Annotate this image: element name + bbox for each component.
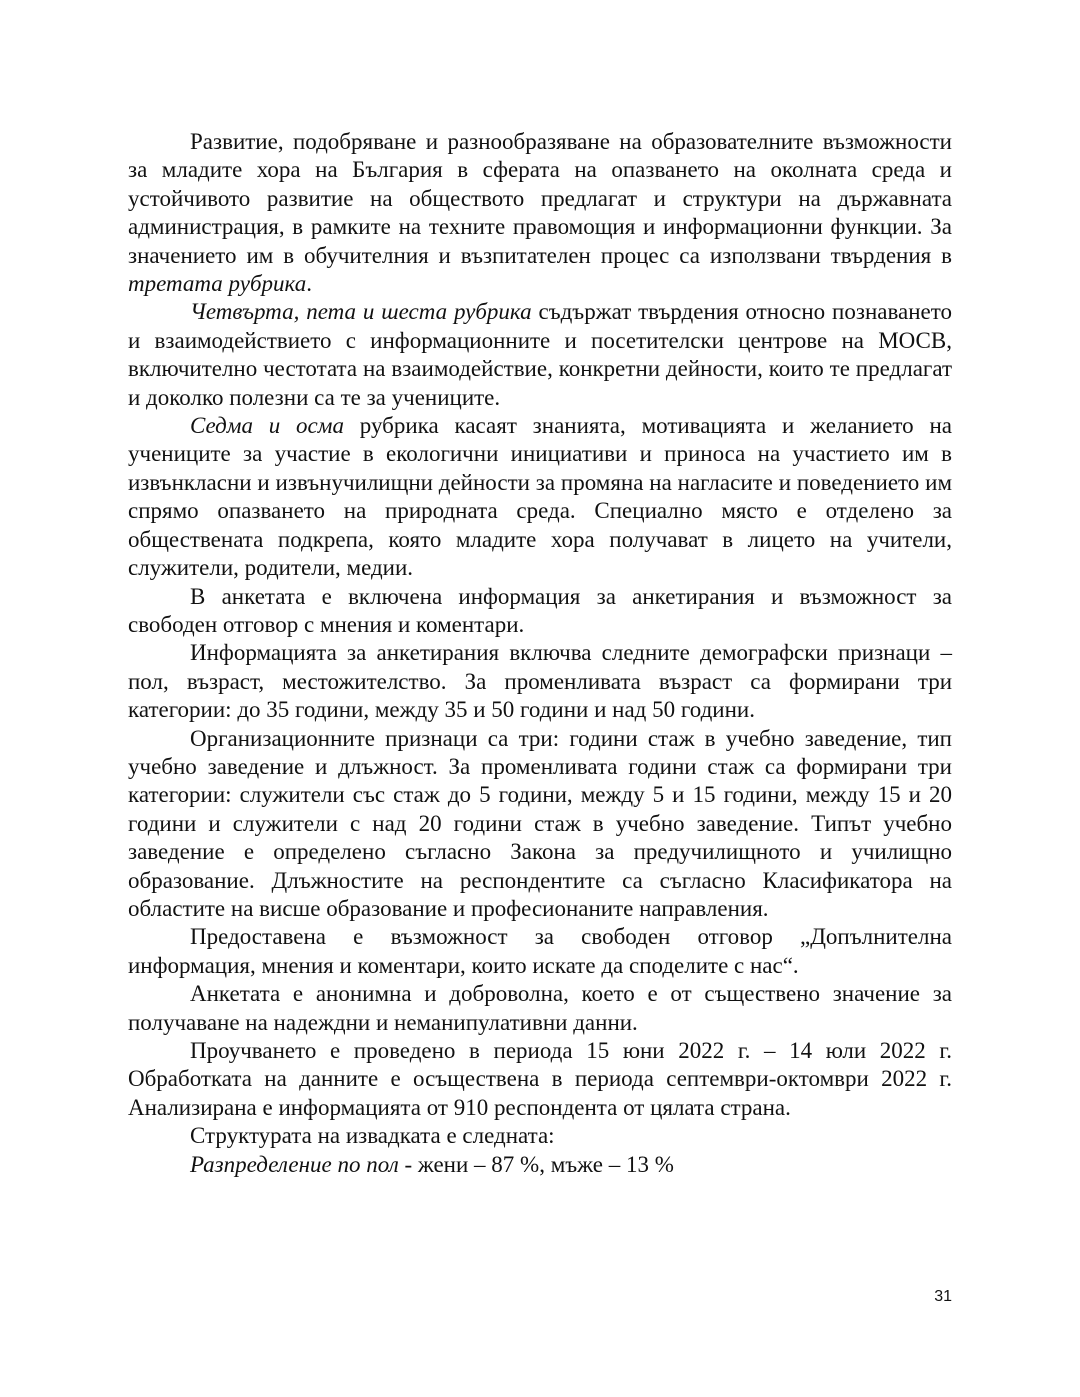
emphasis-text: Четвърта, пета и шеста рубрика: [190, 299, 532, 325]
paragraph-anonymity: Анкетата е анонимна и доброволна, което е от съществено значение за получаване на надеждни и неманипулативни данни.: [128, 981, 952, 1035]
paragraph-respondent-info: В анкетата е включена информация за анкетирания и възможност за свободен отговор с мнения и коментари.: [128, 583, 952, 637]
paragraph-text: Развитие, подобряване и разнообразяване на образователните възможности за младите хора на България в сферата на опазването на околната среда и устойчивото развитие на обществото предлагат и структури на държавната администрация, в рамките на техните правомощия и информационни функции. За значението им в обучителния и възпитателен процес са използвани твърдения в: [128, 129, 952, 268]
paragraph-end: .: [306, 271, 312, 297]
paragraph-rubrics-4-6: [128, 298, 952, 412]
paragraph-sample-structure: Структурата на извадката е следната:: [190, 1123, 555, 1149]
paragraph-text: - жени – 87 %, мъже – 13 %: [398, 1151, 674, 1177]
emphasis-text: Разпределение по пол: [190, 1151, 399, 1177]
paragraph-free-answer: Предоставена е възможност за свободен отговор „Допълнителна информация, мнения и коментари, които искате да споделите с нас“.: [128, 924, 952, 978]
paragraph-survey-period: Проучването е проведено в периода 15 юни 2022 г. – 14 юли 2022 г. Обработката на данните е осъществена в периода септември-октомври 2022 г. Анализирана е информацията от 910 респондента от цялата страна.: [128, 1038, 952, 1120]
page-number: 31: [934, 1288, 952, 1305]
paragraph-education-structures: [128, 128, 952, 298]
document-body: [128, 128, 952, 1179]
paragraph-organizational: Организационните признаци са три: години стаж в учебно заведение, тип учебно заведение и длъжност. За променливата години стаж са формирани три категории: служители със стаж до 5 години, между 5 и 15 години, между 15 и 20 години и служители с над 20 години стаж в учебно заведение. Типът учебно заведение е определено съгласно Закона за предучилищното и училищно образование. Длъжностите на респондентите са съгласно Класификатора на областите на висше образование и професионаните направления.: [128, 725, 952, 921]
paragraph-rubrics-7-8: [128, 412, 952, 582]
paragraph-gender-distribution: [128, 1151, 952, 1179]
emphasis-text: третата рубрика: [128, 271, 307, 297]
emphasis-text: Седма и осма: [190, 413, 344, 439]
paragraph-text: съдържат твърдения относно познаването и взаимодействието с информационните и посетителски центрове на МОСВ, включително честотата на взаимодействие, конкретни дейности, които те предлагат и доколко полезни са те за учениците.: [128, 299, 952, 410]
paragraph-text: рубрика касаят знанията, мотивацията и желанието на учениците за участие в екологични инициативи и приноса на участието им в извънкласни и извънучилищни дейности за промяна на нагласите и поведението им спрямо опазването на природната среда. Специално място е отделено за обществената подкрепа, която младите хора получават в лицето на учители, служители, родители, медии.: [128, 413, 952, 581]
paragraph-demographics: Информацията за анкетирания включва следните демографски признаци – пол, възраст, местожителство. За променливата възраст са формирани три категории: до 35 години, между 35 и 50 години и над 50 години.: [128, 640, 952, 723]
